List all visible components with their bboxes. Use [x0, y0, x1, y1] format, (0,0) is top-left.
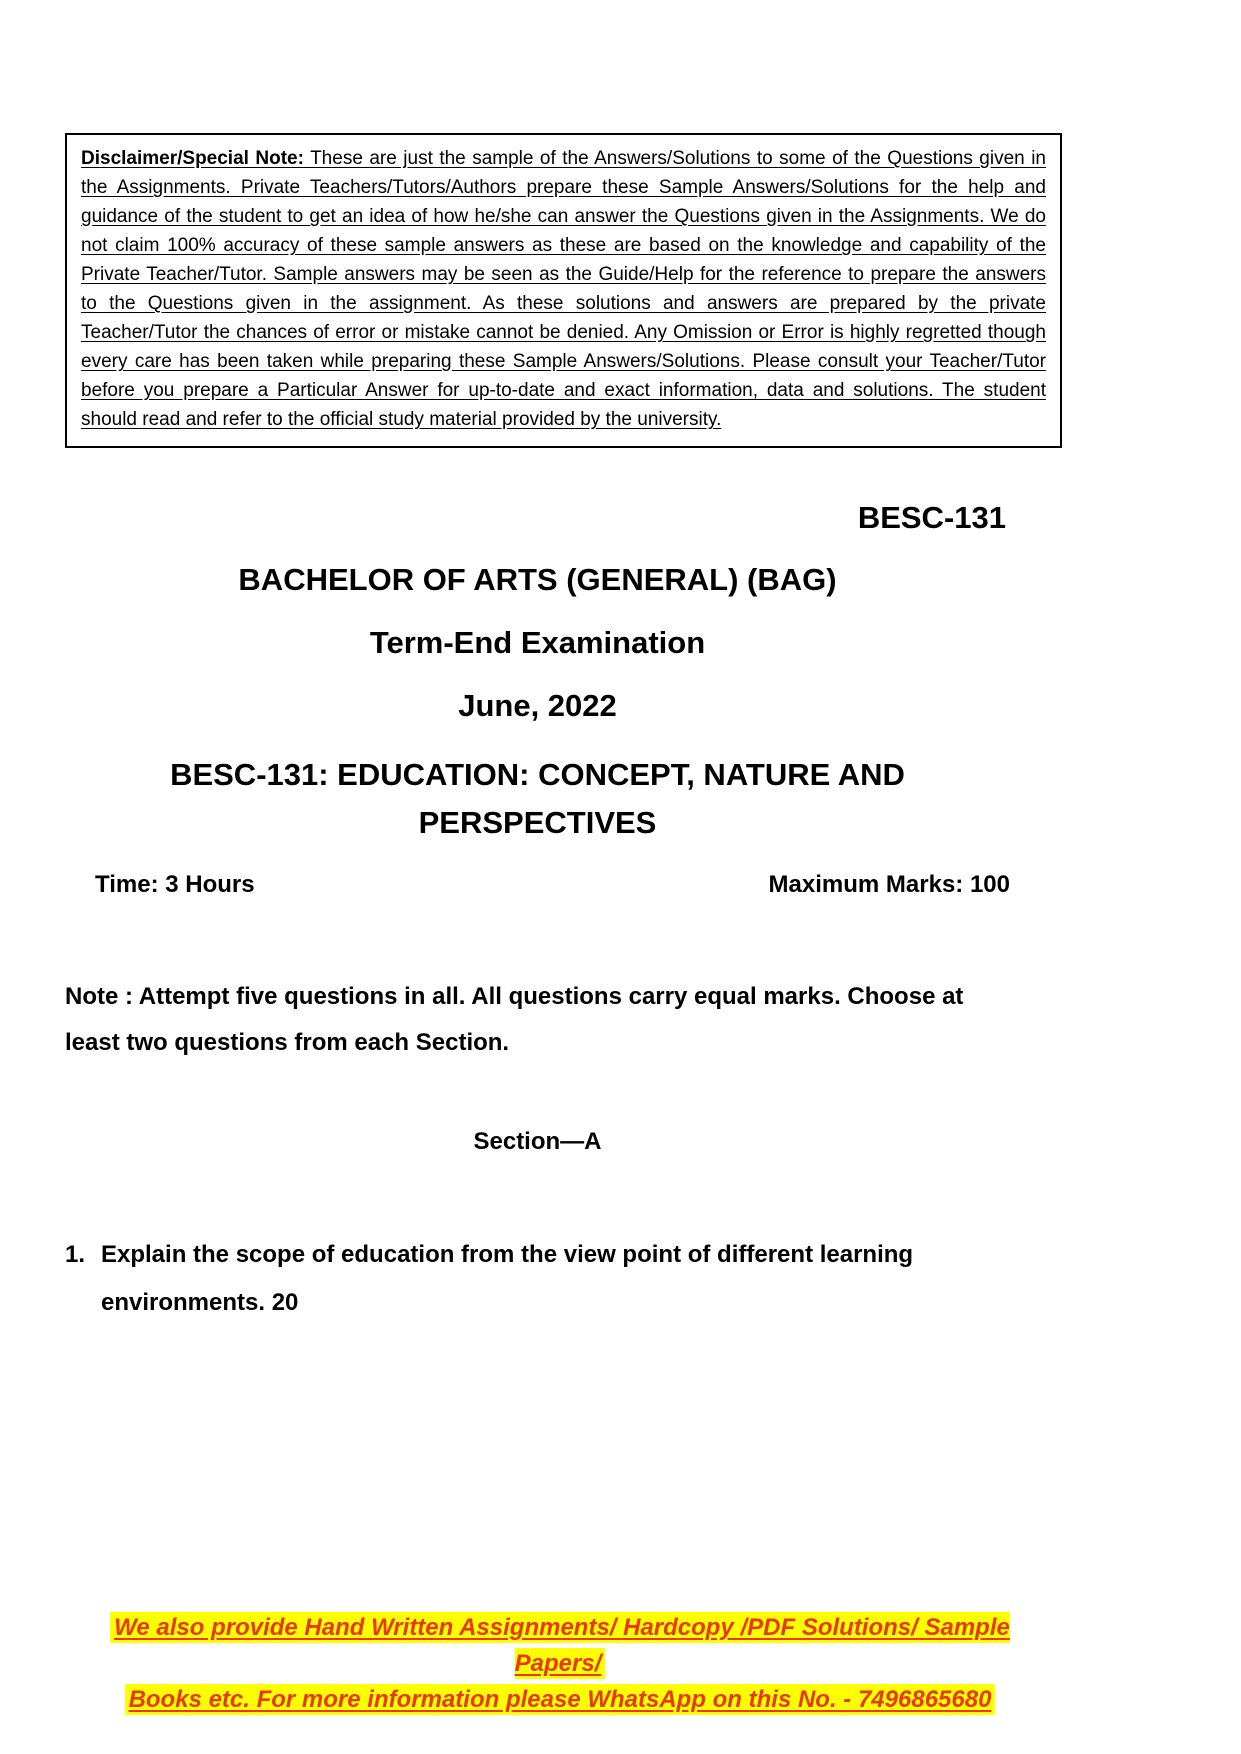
disclaimer-lead: Disclaimer/Special Note:: [81, 148, 304, 169]
question-1: [65, 1231, 1010, 1327]
exam-header: [65, 500, 1010, 1713]
question-text: Explain the scope of education from the view point of different learning environments. 20: [101, 1241, 914, 1316]
footer-promo: [80, 1610, 1040, 1718]
program-title: BACHELOR OF ARTS (GENERAL) (BAG): [238, 562, 837, 597]
course-code: BESC-131: [857, 500, 1006, 535]
course-title: BESC-131: EDUCATION: CONCEPT, NATURE AND PERSPECTIVES: [170, 757, 905, 840]
disclaimer-body: These are just the sample of the Answers/Solutions to some of the Questions given in the Assignments. Private Teachers/Tutors/Authors prepare these Sample Answers/Solutions for the help and guidance of the student to get an idea of how he/she can answer the Questions given in the Assignments. We do not claim 100% accuracy of these sample answers as these are based on the knowledge and capability of the Private Teacher/Tutor. Sample answers may be seen as the Guide/Help for the reference to prepare the answers to the Questions given in the assignment. As these solutions and answers are prepared by the private Teacher/Tutor the chances of error or mistake cannot be denied. Any Omission or Error is highly regretted though every care has been taken while preparing these Sample Answers/Solutions. Please consult your Teacher/Tutor before you prepare a Particular Answer for up-to-date and exact information, data and solutions. The student should read and refer to the official study material provided by the university.: [81, 148, 1046, 430]
question-number: 1.: [65, 1241, 86, 1268]
footer-promo-text-1: We also provide Hand Written Assignments/ Hardcopy /PDF Solutions/ Sample Papers/: [110, 1612, 1010, 1679]
footer-line-1: [80, 1610, 1040, 1682]
disclaimer-text: [81, 144, 1046, 434]
disclaimer-box: [65, 133, 1062, 448]
time-marks-row: [65, 871, 1010, 899]
exam-title: Term-End Examination: [369, 625, 706, 660]
exam-note: Note : Attempt five questions in all. All questions carry equal marks. Choose at least two questions from each Section.: [65, 983, 964, 1056]
exam-session: June, 2022: [458, 688, 617, 723]
time-allowed: Time: 3 Hours: [95, 871, 255, 898]
footer-promo-text-2: Books etc. For more information please WhatsApp on this No. - 7496865680: [125, 1684, 996, 1715]
section-a-title: Section—A: [473, 1128, 602, 1155]
maximum-marks: Maximum Marks: 100: [768, 871, 1010, 898]
footer-line-2: [80, 1682, 1040, 1718]
